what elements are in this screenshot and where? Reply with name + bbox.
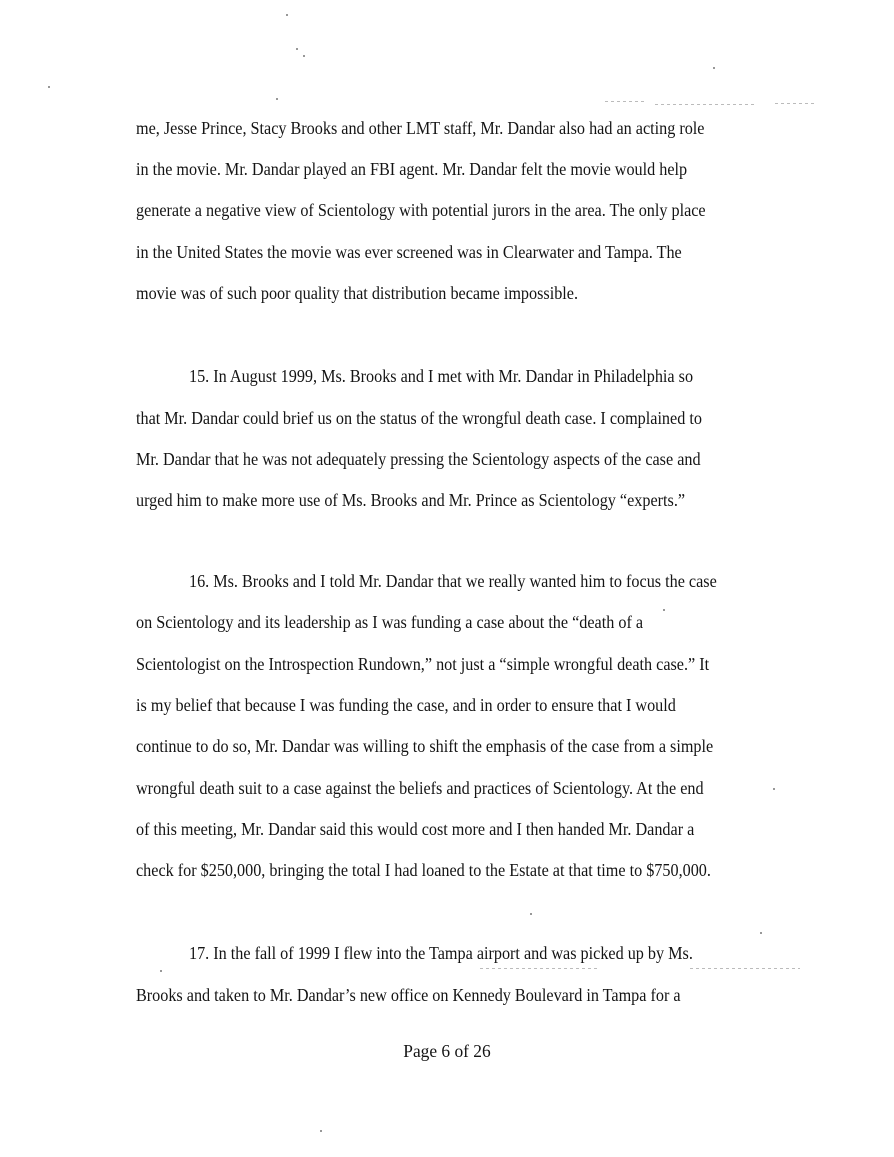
text-line: wrongful death suit to a case against the beliefs and practices of Scientology. At the end bbox=[136, 778, 704, 798]
text-line: in the movie. Mr. Dandar played an FBI agent. Mr. Dandar felt the movie would help bbox=[136, 159, 688, 179]
scan-speck bbox=[760, 932, 762, 934]
text-line: 16. Ms. Brooks and I told Mr. Dandar that we really wanted him to focus the case bbox=[189, 571, 717, 591]
text-line: check for $250,000, bringing the total I had loaned to the Estate at that time to $750,000. bbox=[136, 860, 711, 880]
text-line: of this meeting, Mr. Dandar said this would cost more and I then handed Mr. Dandar a bbox=[136, 819, 695, 839]
text-line: Mr. Dandar that he was not adequately pressing the Scientology aspects of the case and bbox=[136, 449, 701, 469]
scan-speck bbox=[663, 609, 665, 611]
text-line: is my belief that because I was funding the case, and in order to ensure that I would bbox=[136, 695, 676, 715]
scan-smudge bbox=[605, 101, 645, 102]
scan-smudge bbox=[775, 103, 815, 104]
text-line: me, Jesse Prince, Stacy Brooks and other LMT staff, Mr. Dandar also had an acting role bbox=[136, 118, 705, 138]
scan-speck bbox=[276, 98, 278, 100]
text-line: 17. In the fall of 1999 I flew into the Tampa airport and was picked up by Ms. bbox=[189, 943, 693, 963]
scan-speck bbox=[303, 55, 305, 57]
text-line: Scientologist on the Introspection Rundown,” not just a “simple wrongful death case.” It bbox=[136, 654, 710, 674]
text-line: movie was of such poor quality that distribution became impossible. bbox=[136, 283, 578, 303]
scan-smudge bbox=[655, 104, 755, 105]
scan-speck bbox=[286, 14, 288, 16]
scan-speck bbox=[160, 970, 162, 972]
text-line: 15. In August 1999, Ms. Brooks and I met with Mr. Dandar in Philadelphia so bbox=[189, 366, 694, 386]
scan-speck bbox=[773, 788, 775, 790]
text-line: generate a negative view of Scientology with potential jurors in the area. The only place bbox=[136, 200, 706, 220]
scan-speck bbox=[530, 913, 532, 915]
scan-speck bbox=[296, 48, 298, 50]
text-line: Brooks and taken to Mr. Dandar’s new office on Kennedy Boulevard in Tampa for a bbox=[136, 985, 681, 1005]
scan-speck bbox=[320, 1130, 322, 1132]
text-line: in the United States the movie was ever screened was in Clearwater and Tampa. The bbox=[136, 242, 682, 262]
text-line: that Mr. Dandar could brief us on the status of the wrongful death case. I complained to bbox=[136, 408, 702, 428]
scan-smudge bbox=[480, 968, 600, 969]
page-number-footer: Page 6 of 26 bbox=[403, 1041, 491, 1061]
scan-smudge bbox=[690, 968, 800, 969]
text-line: continue to do so, Mr. Dandar was willing to shift the emphasis of the case from a simple bbox=[136, 736, 714, 756]
scan-speck bbox=[48, 86, 50, 88]
text-line: on Scientology and its leadership as I was funding a case about the “death of a bbox=[136, 612, 644, 632]
scan-speck bbox=[713, 67, 715, 69]
text-line: urged him to make more use of Ms. Brooks and Mr. Prince as Scientology “experts.” bbox=[136, 490, 686, 510]
